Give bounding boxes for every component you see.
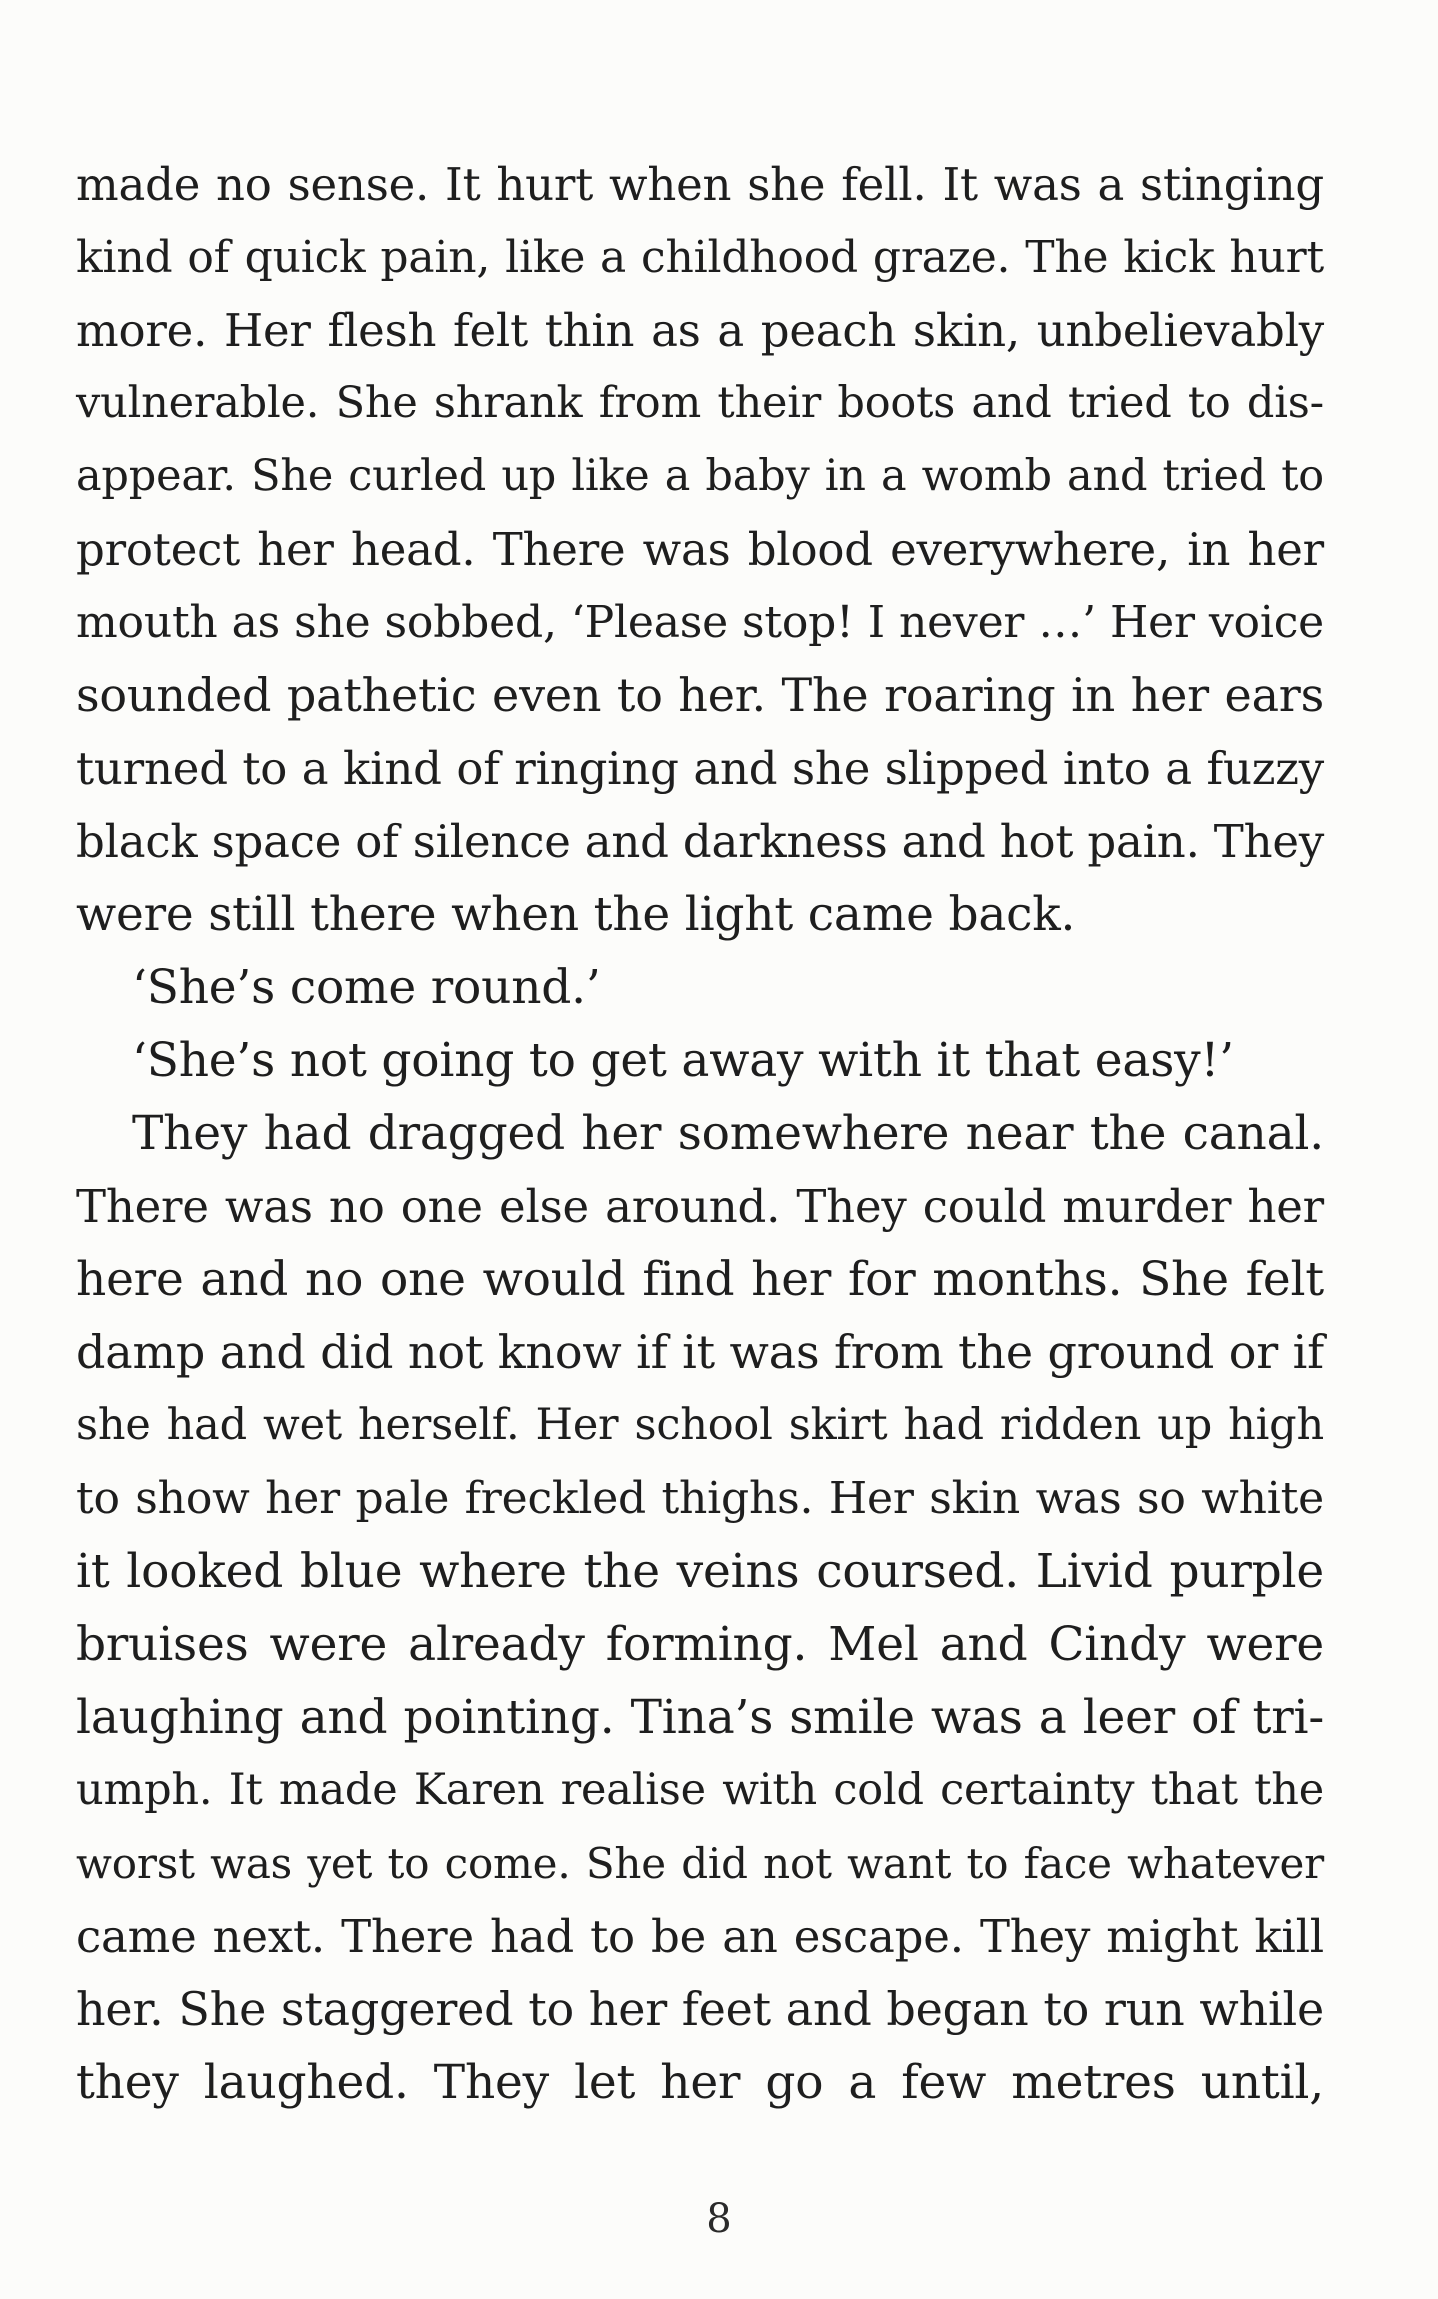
text-line: kind of quick pain, like a childhood graze. The kick hurt: [76, 232, 1324, 283]
text-line: black space of silence and darkness and hot pain. They: [76, 815, 1325, 868]
text-line: they laughed. They let her go a few metres until,: [76, 2055, 1324, 2110]
text-line: she had wet herself. Her school skirt had ridden up high: [76, 1400, 1324, 1450]
text-line: worst was yet to come. She did not want to face whatever: [76, 1839, 1324, 1888]
text-line: it looked blue where the veins coursed. Livid purple: [76, 1544, 1324, 1599]
text-line: damp and did not know if it was from the ground or if: [76, 1325, 1324, 1379]
dialogue-line: ‘She’s not going to get away with it that easy!’: [132, 1033, 1234, 1088]
text-line: protect her head. There was blood everywhere, in her: [76, 523, 1324, 576]
body-text: [76, 148, 1324, 2119]
text-line: There was no one else around. They could murder her: [76, 1180, 1324, 1233]
text-line: were still there when the light came back.: [76, 887, 1076, 942]
text-line: to show her pale freckled thighs. Her skin was so white: [76, 1473, 1324, 1524]
text-line: more. Her flesh felt thin as a peach skin, unbelievably: [76, 304, 1324, 357]
text-line: appear. She curled up like a baby in a womb and tried to: [76, 451, 1324, 501]
page-number: 8: [706, 2196, 732, 2242]
paragraph-first-line: They had dragged her somewhere near the canal.: [132, 1106, 1324, 1161]
text-line: laughing and pointing. Tina’s smile was a leer of tri-: [76, 1690, 1324, 1745]
text-line: umph. It made Karen realise with cold certainty that the: [76, 1765, 1324, 1815]
text-line: vulnerable. She shrank from their boots and tried to dis-: [76, 378, 1324, 428]
text-line: here and no one would find her for months. She felt: [76, 1252, 1324, 1307]
text-line: came next. There had to be an escape. They might kill: [76, 1910, 1324, 1963]
text-line: bruises were already forming. Mel and Cindy were: [76, 1617, 1324, 1672]
dialogue-line: ‘She’s come round.’: [132, 960, 601, 1015]
text-line: her. She staggered to her feet and began to run while: [76, 1982, 1324, 2036]
text-line: turned to a kind of ringing and she slipped into a fuzzy: [76, 742, 1324, 795]
text-line: mouth as she sobbed, ‘Please stop! I never …’ Her voice: [76, 597, 1324, 648]
text-line: sounded pathetic even to her. The roaring in her ears: [76, 668, 1324, 722]
text-line: made no sense. It hurt when she fell. It was a stinging: [76, 158, 1324, 211]
